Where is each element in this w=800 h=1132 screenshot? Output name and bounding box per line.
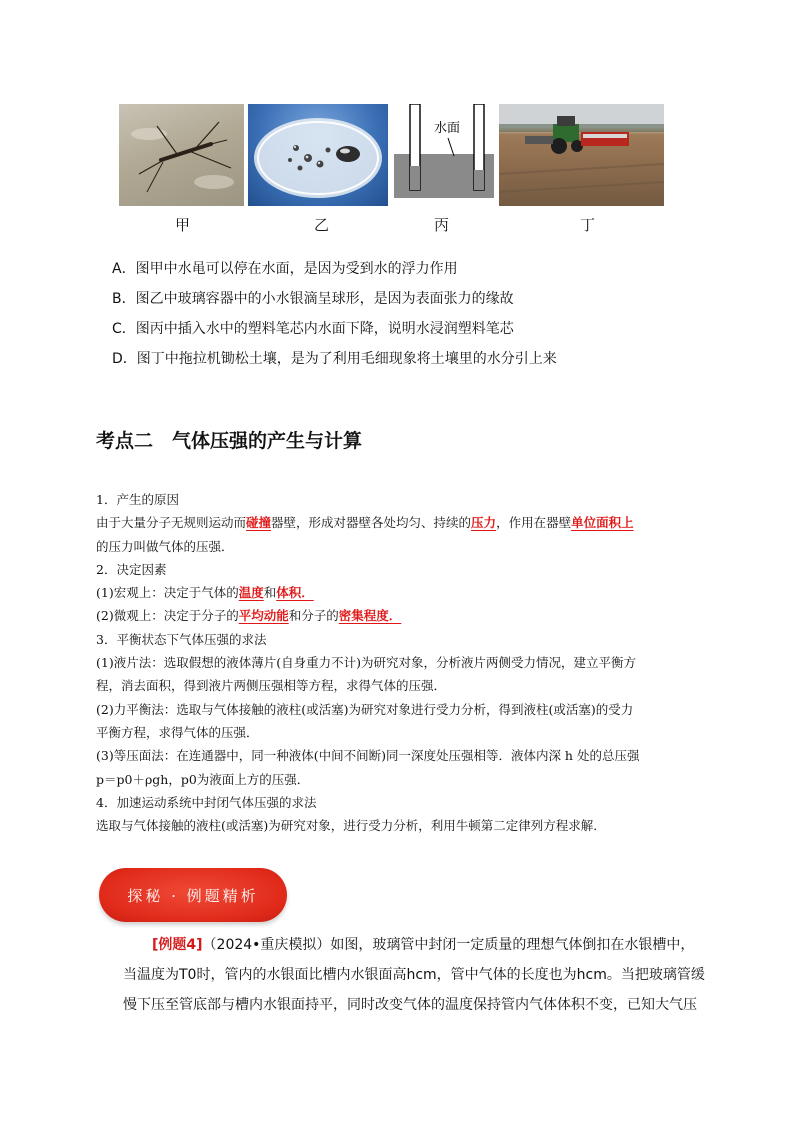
water-surface-label: 水面 [434, 121, 461, 136]
capillary-tube-diagram [394, 104, 494, 206]
factor-micro: (2)微观上：决定于分子的平均动能和分子的密集程度． [96, 608, 402, 624]
isobaric-line1: (3)等压面法：在连通器中，同一种液体(中间不间断)同一深度处压强相等．液体内深 h 处的总压强 [96, 748, 640, 764]
example-line1: [例题4]（2024•重庆模拟）如图，玻璃管中封闭一定质量的理想气体倒扣在水银槽中， [152, 937, 695, 953]
option-b: B．图乙中玻璃容器中的小水银滴呈球形，是因为表面张力的缘故 [112, 291, 514, 307]
example-banner: 探秘 · 例题精析 [99, 868, 287, 922]
isobaric-line2: p＝p0＋ρgh，p0为液面上方的压强． [96, 771, 310, 787]
figure-label-jia: 甲 [175, 216, 191, 234]
force-balance-line1: (2)力平衡法：选取与气体接触的液柱(或活塞)为研究对象进行受力分析，得到液柱(或活塞)的受力 [96, 701, 634, 717]
option-a: A．图甲中水黾可以停在水面，是因为受到水的浮力作用 [112, 261, 458, 277]
liquid-slice-line1: (1)液片法：选取假想的液体薄片(自身重力不计)为研究对象，分析液片两侧受力情况，建立平衡方 [96, 655, 636, 671]
example-tag: [例题4] [152, 937, 203, 953]
highlight-average-kinetic-energy: 平均动能 [238, 608, 289, 624]
highlight-unit-area: 单位面积上 [571, 515, 634, 531]
example-line3: 慢下压至管底部与槽内水银面持平，同时改变气体的温度保持管内气体体积不变，已知大气压 [123, 997, 697, 1013]
accelerating-paragraph: 选取与气体接触的液柱(或活塞)为研究对象，进行受力分析，利用牛顿第二定律列方程求解． [96, 818, 606, 834]
example-problem [96, 930, 716, 1020]
heading-factors: 2．决定因素 [96, 561, 167, 577]
water-strider-photo [119, 104, 244, 206]
option-c: C．图丙中插入水中的塑料笔芯内水面下降，说明水浸润塑料笔芯 [112, 321, 514, 337]
section-title: 考点二 气体压强的产生与计算 [96, 430, 363, 452]
mercury-droplets-photo [248, 104, 388, 206]
figure-labels [119, 214, 664, 234]
option-d: D．图丁中拖拉机锄松土壤，是为了利用毛细现象将土壤里的水分引上来 [112, 351, 557, 367]
liquid-slice-line2: 程，消去面积，得到液片两侧压强相等方程，求得气体的压强． [96, 678, 447, 694]
example-line2: 当温度为T0时，管内的水银面比槽内水银面高hcm，管中气体的长度也为hcm。当把玻璃管缓 [123, 967, 705, 983]
highlight-density: 密集程度． [338, 608, 402, 624]
highlight-temperature: 温度 [238, 585, 264, 601]
figure-label-ding: 丁 [580, 216, 596, 234]
factor-macro: (1)宏观上：决定于气体的温度和体积． [96, 585, 314, 601]
figure-label-bing: 丙 [434, 216, 450, 234]
heading-accelerating: 4．加速运动系统中封闭气体压强的求法 [96, 794, 317, 810]
heading-cause: 1．产生的原因 [96, 492, 179, 507]
heading-equilibrium: 3．平衡状态下气体压强的求法 [96, 631, 267, 647]
highlight-collision: 碰撞 [246, 515, 272, 531]
tractor-field-photo [499, 104, 664, 206]
cause-paragraph-line1: 由于大量分子无规则运动而碰撞器壁，形成对器壁各处均匀、持续的压力，作用在器壁单位面积上 [96, 515, 634, 531]
highlight-pressure-force: 压力 [471, 515, 497, 531]
section-content [96, 488, 696, 837]
answer-options [112, 254, 712, 374]
force-balance-line2: 平衡方程，求得气体的压强． [96, 724, 259, 740]
highlight-volume: 体积． [276, 585, 314, 601]
figure-row [119, 104, 664, 206]
figure-label-yi: 乙 [314, 216, 330, 234]
cause-paragraph-line2: 的压力叫做气体的压强． [96, 538, 234, 554]
